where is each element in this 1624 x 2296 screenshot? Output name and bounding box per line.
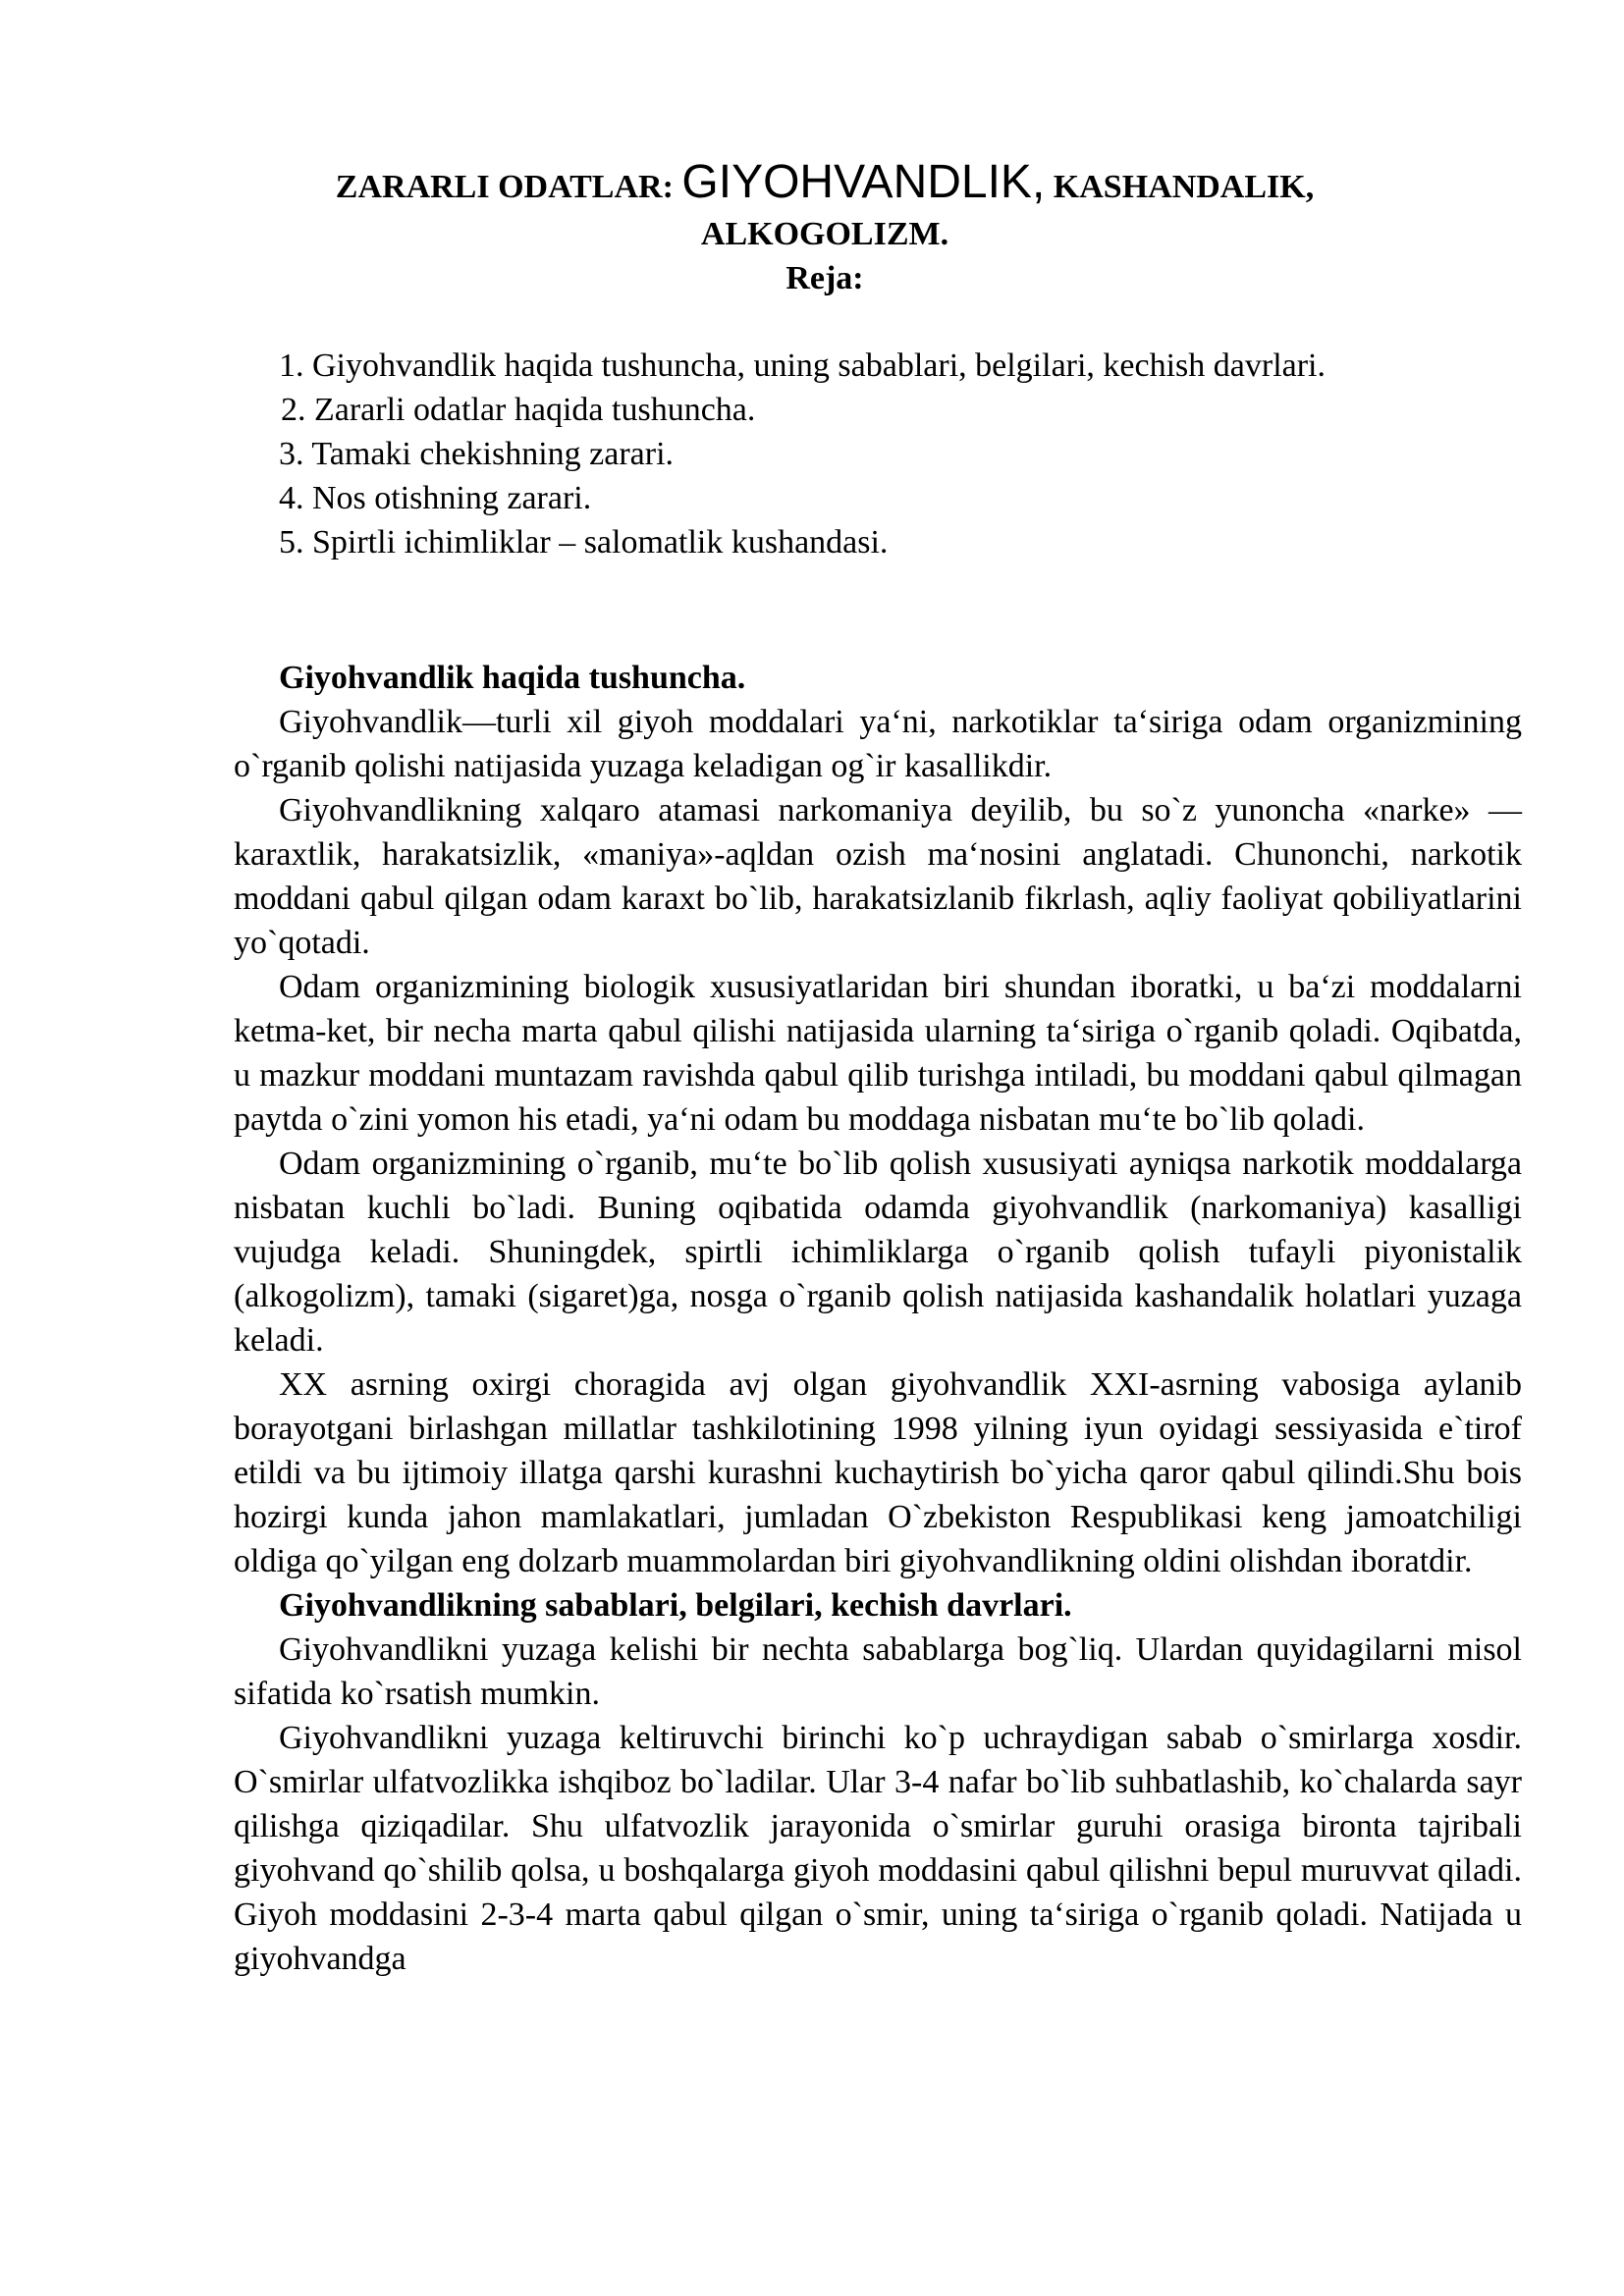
title-part-2: GIYOHVANDLIK, [681, 156, 1046, 208]
title-line-2: ALKOGOLIZM. [700, 216, 949, 252]
body-paragraph: Giyohvandlikning xalqaro atamasi narkomaniya deyilib, bu so`z yunoncha «narke» — karaxtlik, harakatsizlik, «maniya»-aqldan ozish ma‘nosini anglatadi. Chunonchi, narkotik moddani qabul qilgan odam karaxt bo`lib, harakatsizlanib fikrlash, aqliy faoliyat qobiliyatlarini yo`qotadi. [234, 792, 1522, 961]
body-paragraph: Giyohvandlikni yuzaga kelishi bir nechta sabablarga bog`liq. Ulardan quyidagilarni misol sifatida ko`rsatish mumkin. [234, 1631, 1522, 1712]
plan-item: 2. Zararli odatlar haqida tushuncha. [281, 392, 756, 428]
body-paragraph: XX asrning oxirgi choragida avj olgan giyohvandlik XXI-asrning vabosiga aylanib borayotgani birlashgan millatlar tashkilotining 1998 yilning iyun oyidagi sessiyasida e`tirof etildi va bu ijtimoiy illatga qarshi kurashni kuchaytirish bo`yicha qaror qabul qilindi.Shu bois hozirgi kunda jahon mamlakatlari, jumladan O`zbekiston Respublikasi keng jamoatchiligi oldiga qo`yilgan eng dolzarb muammolardan biri giyohvandlikning oldini olishdan iboratdir. [234, 1366, 1522, 1579]
plan-item: 4. Nos otishning zarari. [279, 480, 592, 516]
body-paragraph: Giyohvandlikni yuzaga keltiruvchi birinchi ko`p uchraydigan sabab o`smirlarga xosdir. O`smirlar ulfatvozlikka ishqiboz bo`ladilar. Ular 3-4 nafar bo`lib suhbatlashib, ko`chalarda sayr qilishga qiziqadilar. Shu ulfatvozlik jarayonida o`smirlar guruhi orasiga bironta tajribali giyohvand qo`shilib qolsa, u boshqalarga giyoh moddasini qabul qilishni bepul muruvvat qiladi. Giyoh moddasini 2-3-4 marta qabul qilgan o`smir, uning ta‘siriga o`rganib qoladi. Natijada u giyohvandga [234, 1720, 1522, 1977]
plan-item: 3. Tamaki chekishning zarari. [279, 436, 675, 472]
document-body [234, 656, 1522, 1981]
plan-item: 1. Giyohvandlik haqida tushuncha, uning sabablari, belgilari, kechish davrlari. [279, 347, 1326, 384]
plan-item: 5. Spirtli ichimliklar – salomatlik kushandasi. [279, 524, 889, 561]
section-heading: Giyohvandlikning sabablari, belgilari, kechish davrlari. [279, 1587, 1072, 1624]
body-paragraph: Odam organizmining o`rganib, mu‘te bo`lib qolish xususiyati ayniqsa narkotik moddalarga nisbatan kuchli bo`ladi. Buning oqibatida odamda giyohvandlik (narkomaniya) kasalligi vujudga keladi. Shuningdek, spirtli ichimliklarga o`rganib qolish tufayli piyonistalik (alkogolizm), tamaki (sigaret)ga, nosga o`rganib qolish natijasida kashandalik holatlari yuzaga keladi. [234, 1146, 1522, 1359]
plan-heading: Reja: [785, 260, 864, 296]
title-part-1: ZARARLI ODATLAR: [335, 169, 682, 205]
body-paragraph: Giyohvandlik—turli xil giyoh moddalari ya‘ni, narkotiklar ta‘siriga odam organizmining o`rganib qolishi natijasida yuzaga keladigan og`ir kasallikdir. [234, 704, 1522, 784]
title-part-3: KASHANDALIK, [1045, 169, 1315, 205]
body-paragraph: Odam organizmining biologik xususiyatlaridan biri shundan iboratki, u ba‘zi moddalarni ketma-ket, bir necha marta qabul qilishi natijasida ularning ta‘siriga o`rganib qoladi. Oqibatda, u mazkur moddani muntazam ravishda qabul qilib turishga intiladi, bu moddani qabul qilmagan paytda o`zini yomon his etadi, ya‘ni odam bu moddaga nisbatan mu‘te bo`lib qoladi. [234, 969, 1522, 1138]
plan-list [279, 344, 1326, 564]
section-heading: Giyohvandlik haqida tushuncha. [279, 660, 746, 696]
document-title [236, 156, 1414, 258]
